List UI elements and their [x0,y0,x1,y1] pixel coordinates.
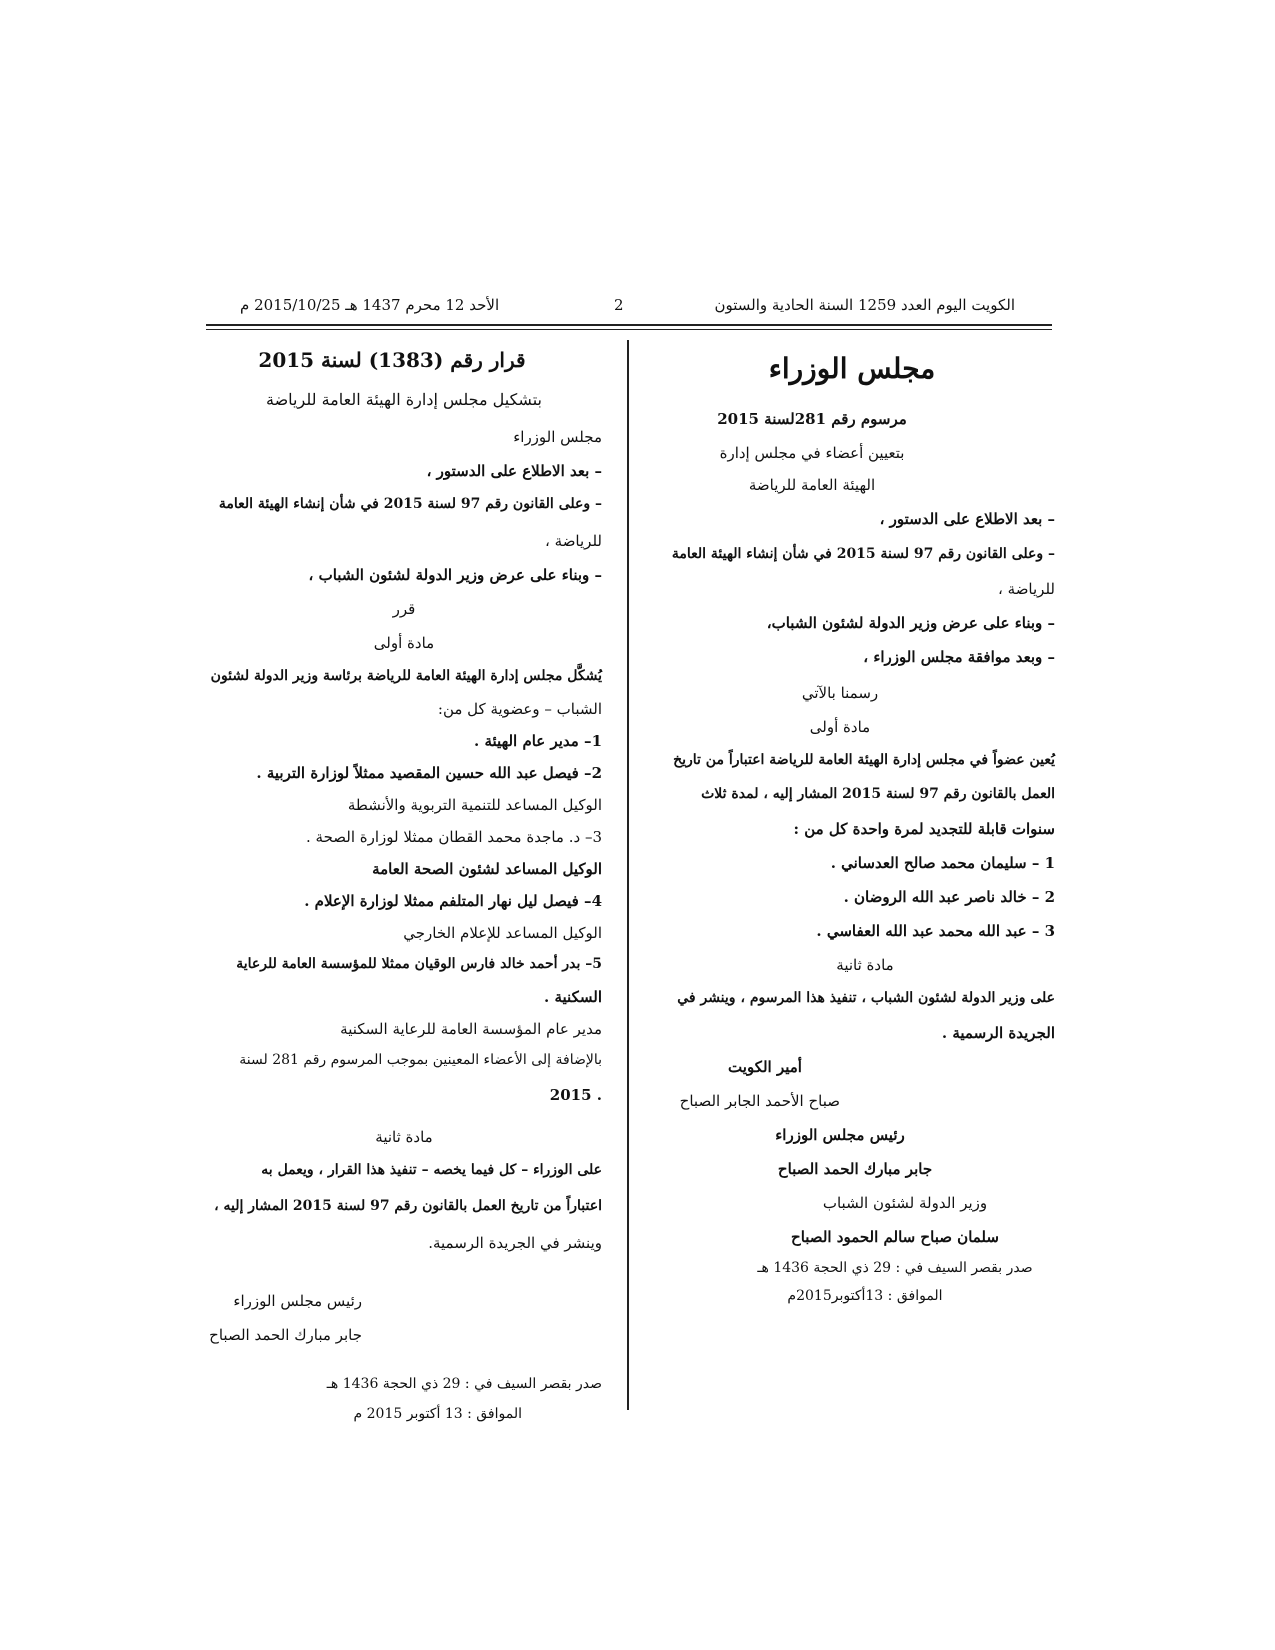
issued-gregorian-date: الموافق : 13أكتوبر2015م [787,1288,943,1304]
issued-gregorian-date: الموافق : 13 أكتوبر 2015 م [353,1406,522,1422]
header-date: الأحد 12 محرم 1437 هـ 2015/10/25 م [240,296,500,314]
member-1: 1– مدير عام الهيئة . [474,732,602,750]
article-2-line-3: وينشر في الجريدة الرسمية. [428,1234,602,1252]
decided-heading: قرر [392,600,416,618]
pm-name: جابر مبارك الحمد الصباح [777,1160,933,1178]
article-2-line-2: الجريدة الرسمية . [941,1024,1055,1042]
member-3: 3 – عبد الله محمد عبد الله العفاسي . [816,922,1055,940]
preamble-law-cont: للرياضة ، [998,580,1055,598]
article-2-line-2: اعتباراً من تاريخ العمل بالقانون رقم 97 لسنة 2015 المشار إليه ، [214,1198,602,1214]
preamble-proposal: – وبناء على عرض وزير الدولة لشئون الشباب ، [308,566,602,584]
decree-subject-line-1: بتعيين أعضاء في مجلس إدارة [719,444,905,462]
left-column-resolution [206,0,602,1650]
article-1-line-3: سنوات قابلة للتجديد لمرة واحدة كل من : [793,820,1055,838]
member-4-role: الوكيل المساعد للإعلام الخارجي [403,924,602,942]
article-1-line-1: يُعين عضواً في مجلس إدارة الهيئة العامة للرياضة اعتباراً من تاريخ [673,752,1055,768]
article-2-line-1: على وزير الدولة لشئون الشباب ، تنفيذ هذا المرسوم ، وينشر في [677,990,1055,1006]
issued-place-date: صدر بقصر السيف في : 29 ذي الحجة 1436 هـ [326,1376,602,1392]
minister-name: سلمان صباح سالم الحمود الصباح [791,1228,999,1246]
article-1-line-2: العمل بالقانون رقم 97 لسنة 2015 المشار إليه ، لمدة ثلاث [701,786,1055,802]
column-divider [627,340,629,1410]
pm-title: رئيس مجلس الوزراء [233,1292,362,1310]
preamble-law: – وعلى القانون رقم 97 لسنة 2015 في شأن إنشاء الهيئة العامة [218,496,602,512]
right-column-decree [650,0,1055,1650]
article-1-line-1: يُشكَّل مجلس إدارة الهيئة العامة للرياضة برئاسة وزير الدولة لشئون [210,668,602,684]
member-2-role: الوكيل المساعد للتنمية التربوية والأنشطة [347,796,602,814]
minister-title: وزير الدولة لشئون الشباب [822,1194,988,1212]
emir-name: صباح الأحمد الجابر الصباح [679,1092,840,1110]
article-1-title: مادة أولى [373,634,435,652]
member-3: 3– د. ماجدة محمد القطان ممثلا لوزارة الصحة . [306,828,602,846]
article-2-title: مادة ثانية [375,1128,433,1146]
addition-line-2: . 2015 [549,1086,602,1104]
article-2-title: مادة ثانية [836,956,894,974]
header-page-number: 2 [614,296,624,314]
member-5-cont: السكنية . [544,988,602,1006]
pm-title: رئيس مجلس الوزراء [775,1126,905,1144]
section-title: مجلس الوزراء [768,352,936,385]
decree-subject-line-2: الهيئة العامة للرياضة [748,476,876,494]
preamble-law-cont: للرياضة ، [545,532,602,550]
article-1-title: مادة أولى [809,718,871,736]
member-2: 2– فيصل عبد الله حسين المقصيد ممثلاً لوزارة التربية . [256,764,602,782]
issued-place-date: صدر بقصر السيف في : 29 ذي الحجة 1436 هـ [757,1260,1033,1276]
resolution-title: قرار رقم (1383) لسنة 2015 [258,348,526,372]
preamble-constitution: – بعد الاطلاع على الدستور ، [426,462,602,480]
preamble-constitution: – بعد الاطلاع على الدستور ، [879,510,1055,528]
header-issue-info: الكويت اليوم العدد 1259 السنة الحادية والستون [714,296,1015,314]
decreed-heading: رسمنا بالآتي [801,684,879,702]
member-5-role: مدير عام المؤسسة العامة للرعاية السكنية [340,1020,602,1038]
preamble-law: – وعلى القانون رقم 97 لسنة 2015 في شأن إنشاء الهيئة العامة [671,546,1055,562]
addition-line-1: بالإضافة إلى الأعضاء المعينين بموجب المرسوم رقم 281 لسنة [239,1052,602,1068]
member-1: 1 – سليمان محمد صالح العدساني . [830,854,1055,872]
preamble-proposal: – وبناء على عرض وزير الدولة لشئون الشباب، [766,614,1055,632]
preamble-approval: – وبعد موافقة مجلس الوزراء ، [863,648,1055,666]
member-5: 5– بدر أحمد خالد فارس الوقيان ممثلا للمؤسسة العامة للرعاية [236,956,602,972]
resolution-subject: بتشكيل مجلس إدارة الهيئة العامة للرياضة [266,390,542,409]
council-label: مجلس الوزراء [513,428,602,446]
article-2-line-1: على الوزراء – كل فيما يخصه – تنفيذ هذا القرار ، ويعمل به [261,1162,602,1178]
member-3-role: الوكيل المساعد لشئون الصحة العامة [372,860,602,878]
emir-title: أمير الكويت [728,1058,802,1076]
member-4: 4– فيصل ليل نهار المتلفم ممثلا لوزارة الإعلام . [304,892,602,910]
article-1-line-2: الشباب – وعضوية كل من: [437,700,602,718]
member-2: 2 – خالد ناصر عبد الله الروضان . [843,888,1055,906]
pm-name: جابر مبارك الحمد الصباح [209,1326,362,1344]
decree-number: مرسوم رقم 281لسنة 2015 [717,410,907,428]
